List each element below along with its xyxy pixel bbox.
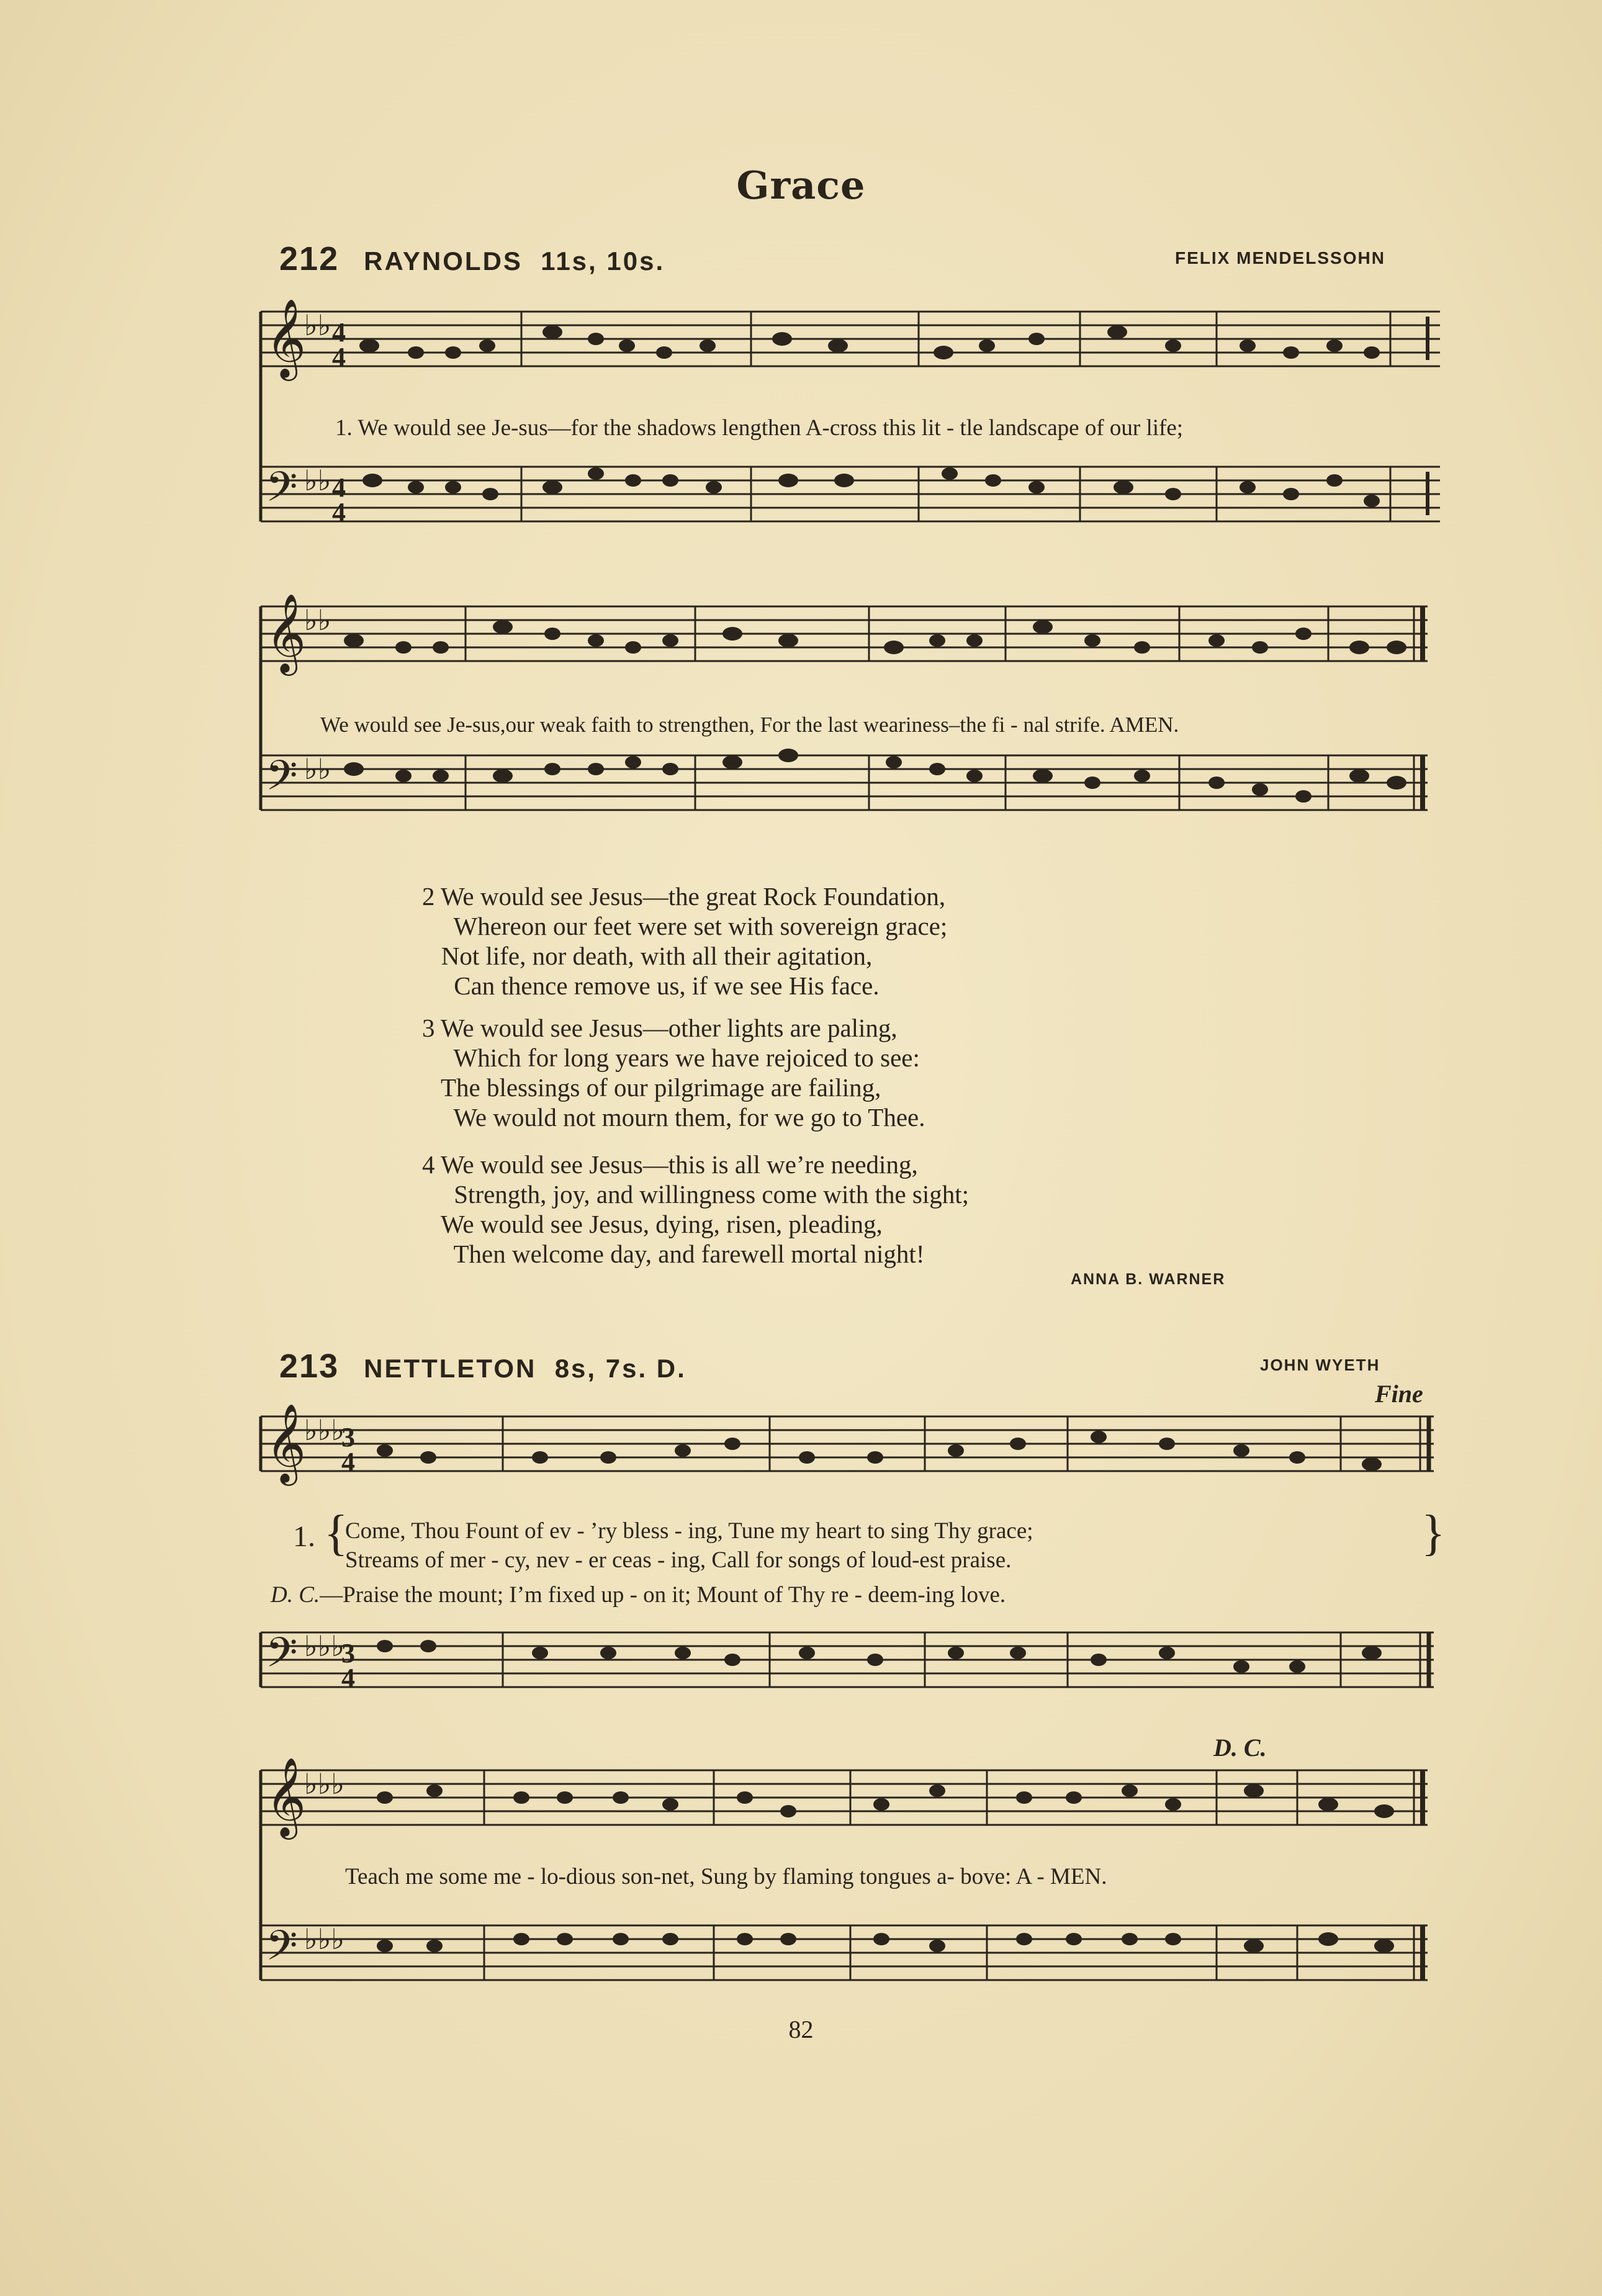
hymn-212-verse-4: 4 We would see Jesus—this is all we’re needing, Strength, joy, and willingness come with the sight; We would see Jesus, dying, risen, pleading, Then welcome day, and farewell mortal night!: [422, 1150, 970, 1268]
hymn-213-number: 213: [279, 1348, 340, 1385]
svg-text:♭♭: ♭♭: [304, 465, 331, 497]
hymn-213-meter: 8s, 7s. D.: [554, 1354, 686, 1383]
svg-text:𝄞: 𝄞: [266, 593, 307, 672]
hymn-212-header: [279, 240, 665, 278]
hymn-213-system-1-bass: [261, 1625, 1440, 1699]
hymn-212-lyric-line-1: 1. We would see Je-sus—for the shadows lengthen A-cross this lit - tle landscape of our life;: [335, 415, 1184, 441]
svg-text:𝄞: 𝄞: [266, 1403, 307, 1482]
hymn-213-composer: JOHN WYETH: [1260, 1356, 1380, 1374]
svg-text:4: 4: [341, 1447, 355, 1477]
svg-text:♭♭♭: ♭♭♭: [304, 1415, 345, 1446]
hymn-213-dc-label: D. C.: [271, 1582, 320, 1608]
hymn-212-verse-2: 2 We would see Jesus—the great Rock Foundation, Whereon our feet were set with sovereign grace; Not life, nor death, with all their agitation, Can thence remove us, if we see His face.: [422, 882, 948, 1000]
hymn-212-composer: FELIX MENDELSSOHN: [1175, 248, 1385, 268]
hymn-213-verse-number: 1.: [293, 1520, 315, 1553]
hymn-213-tune: NETTLETON: [364, 1354, 537, 1383]
hymn-213-lyric-line-c: Teach me some me - lo-dious son-net, Sung by flaming tongues a- bove: A - MEN.: [345, 1864, 1107, 1889]
svg-text:𝄞: 𝄞: [266, 1757, 307, 1836]
hymn-213-fine: Fine: [1375, 1380, 1423, 1408]
svg-text:𝄢: 𝄢: [266, 1922, 298, 1979]
svg-text:4: 4: [332, 472, 346, 503]
hymn-213-dc-mark: D. C.: [1213, 1734, 1267, 1762]
svg-text:♭♭♭: ♭♭♭: [304, 1631, 345, 1662]
brace-left: {: [324, 1506, 348, 1560]
hymn-213-dc-text: —Praise the mount; I’m fixed up - on it; Mount of Thy re - deem-ing love.: [320, 1582, 1006, 1608]
section-title: Grace: [736, 163, 866, 208]
svg-text:3: 3: [341, 1422, 355, 1452]
hymn-212-tune: RAYNOLDS: [364, 246, 523, 276]
hymn-212-number: 212: [279, 240, 340, 277]
page-number: 82: [788, 2015, 814, 2043]
svg-text:𝄢: 𝄢: [266, 1629, 298, 1686]
brace-right: }: [1421, 1506, 1446, 1560]
svg-text:3: 3: [341, 1638, 355, 1668]
svg-text:♭♭: ♭♭: [304, 754, 331, 785]
hymn-212-verse-3: 3 We would see Jesus—other lights are paling, Which for long years we have rejoiced to see: The blessings of our pilgrimage are failing, We would not mourn them, for we go to Thee.: [422, 1014, 925, 1132]
svg-text:4: 4: [332, 342, 346, 372]
svg-text:♭♭♭: ♭♭♭: [304, 1924, 345, 1955]
hymn-212-meter: 11s, 10s.: [541, 246, 665, 276]
svg-text:♭♭: ♭♭: [304, 605, 331, 636]
hymn-213-dc-line: [271, 1582, 1006, 1608]
svg-text:𝄢: 𝄢: [266, 463, 298, 521]
hymn-213-header: [279, 1347, 686, 1385]
hymn-212-author: ANNA B. WARNER: [1071, 1271, 1226, 1288]
svg-text:𝄢: 𝄢: [266, 752, 298, 809]
hymn-212-lyric-line-2: We would see Je-sus,our weak faith to strengthen, For the last weariness–the fi - nal strife. AMEN.: [320, 713, 1179, 737]
svg-text:♭♭: ♭♭: [304, 310, 331, 341]
svg-text:♭♭♭: ♭♭♭: [304, 1768, 345, 1800]
svg-text:4: 4: [332, 317, 346, 348]
hymn-213-lyric-line-a: Come, Thou Fount of ev - ’ry bless - ing, Tune my heart to sing Thy grace;: [345, 1518, 1033, 1544]
svg-text:4: 4: [332, 497, 346, 528]
hymn-213-system-1-treble: [261, 1403, 1440, 1483]
svg-text:𝄞: 𝄞: [266, 298, 307, 377]
svg-text:4: 4: [341, 1663, 355, 1693]
hymn-213-lyric-line-b: Streams of mer - cy, nev - er ceas - ing, Call for songs of loud-est praise.: [345, 1547, 1012, 1573]
